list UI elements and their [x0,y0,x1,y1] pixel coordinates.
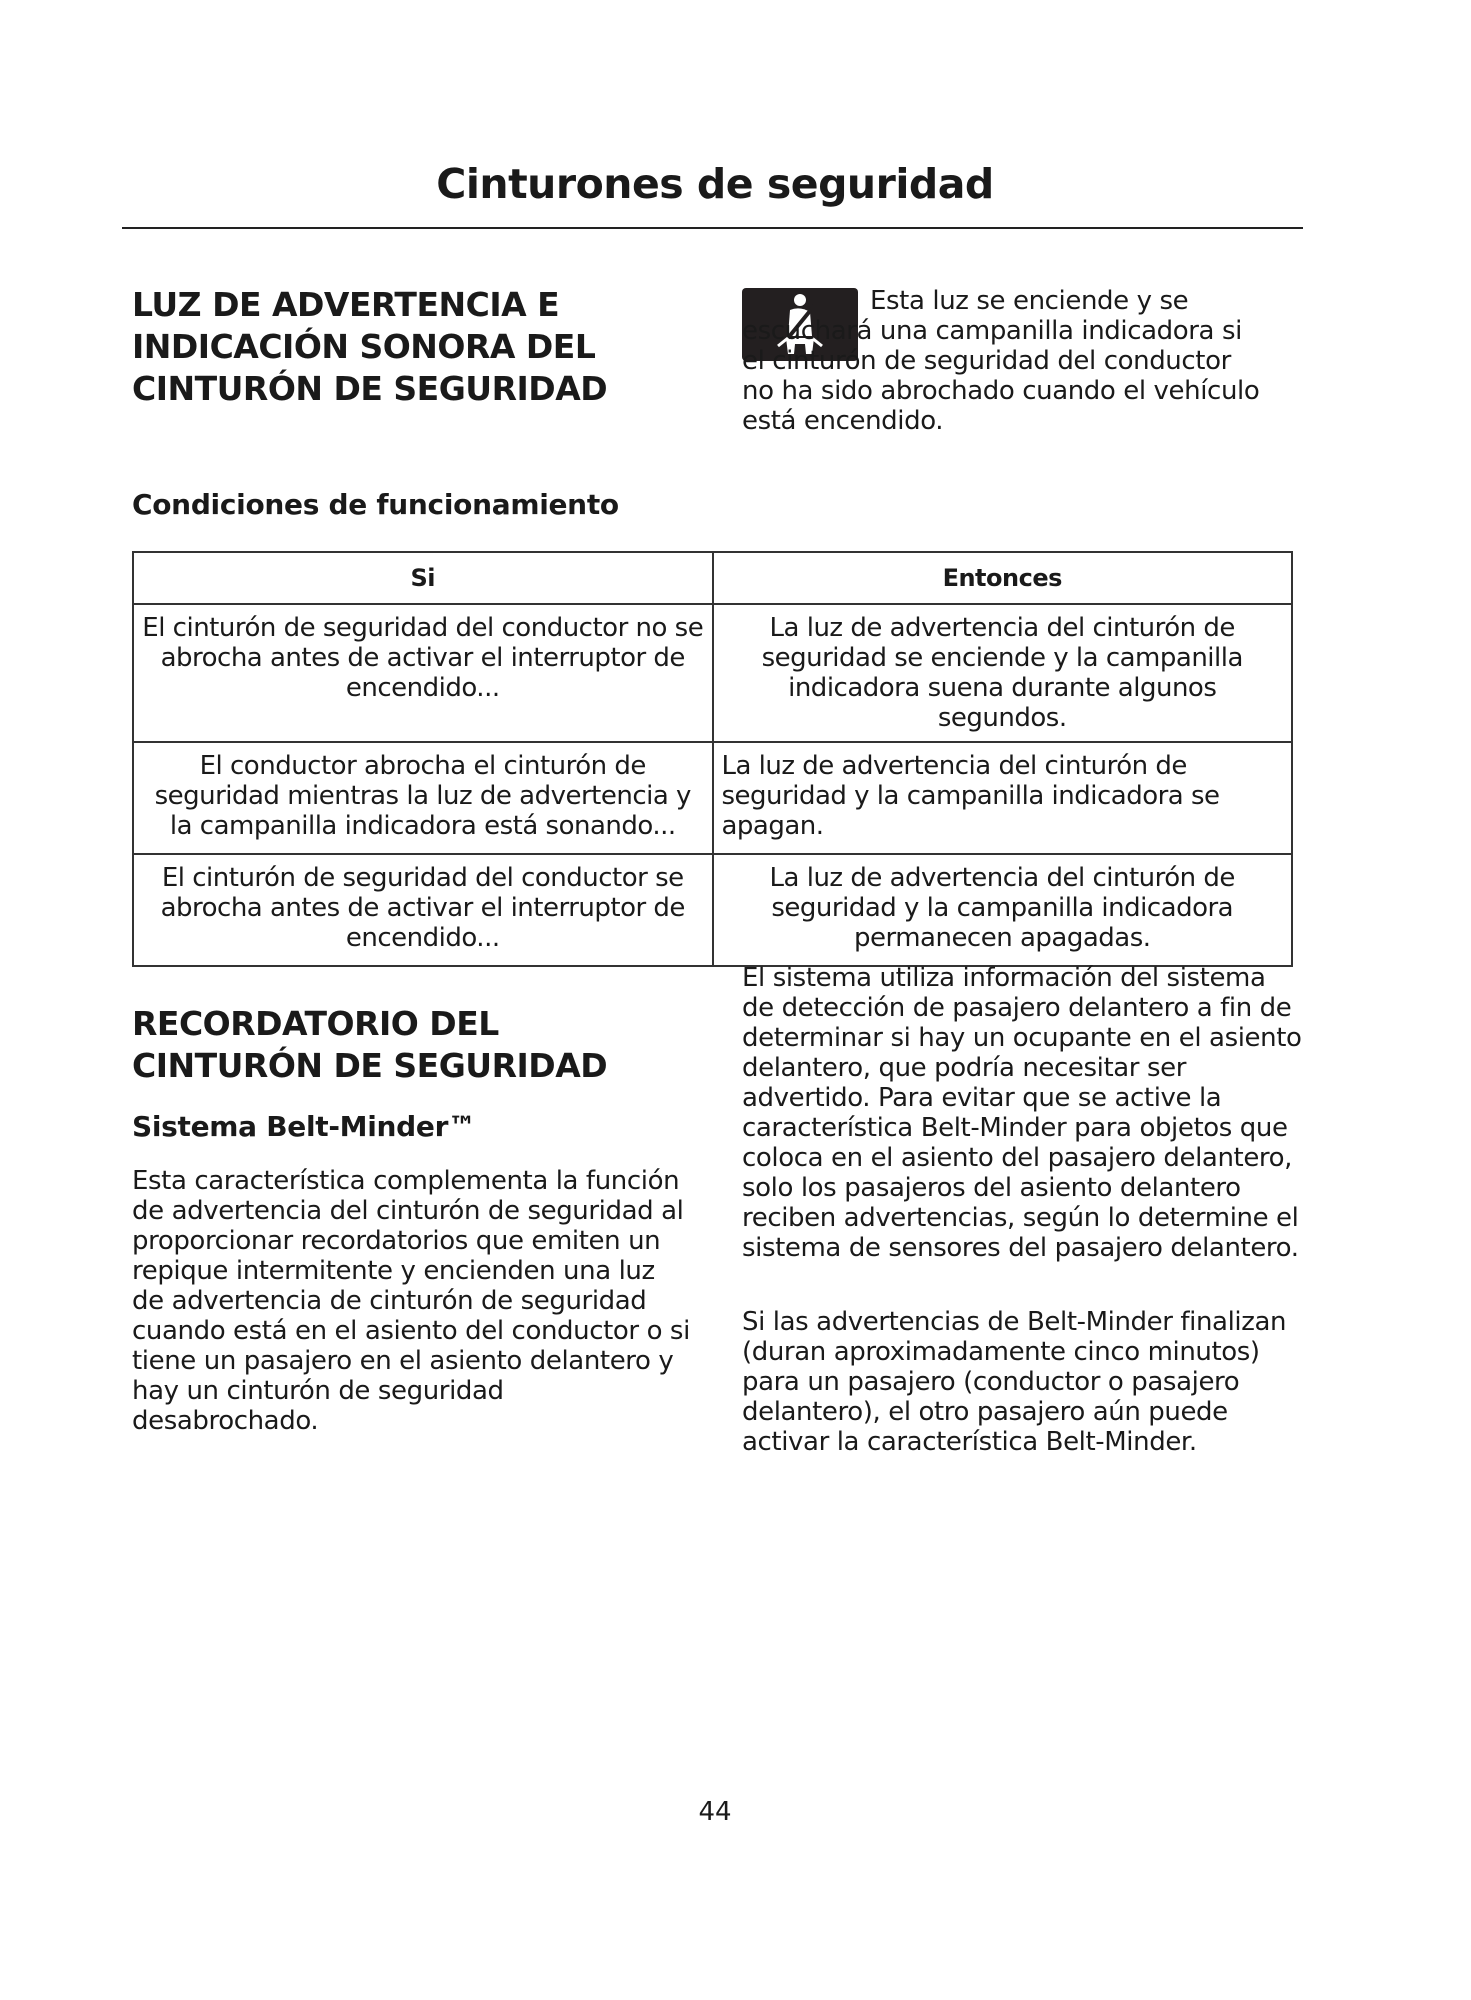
table-row [133,604,1292,742]
result-cell: La luz de advertencia del cinturón de seguridad y la campanilla indicadora permanecen apagadas. [713,854,1293,966]
result-cell: La luz de advertencia del cinturón de seguridad y la campanilla indicadora se apagan. [713,742,1293,854]
column-header-si: Si [133,552,713,604]
warning-light-description: Esta luz se enciende y se escuchará una campanilla indicadora si el cinturón de seguridad del conductor no ha sido abrochado cuando el vehículo está encendido. [742,286,1260,436]
section-heading-reminder: RECORDATORIO DEL CINTURÓN DE SEGURIDAD [132,1004,608,1085]
table-header-row [133,552,1292,604]
column-header-entonces: Entonces [713,552,1293,604]
belt-minder-paragraph-2: El sistema utiliza información del sistema de detección de pasajero delantero a fin de determinar si hay un ocupante en el asiento delantero, que podría necesitar ser advertido. Para evitar que se active la característica Belt-Minder para objetos que coloca en el asiento del pasajero delantero, solo los pasajeros del asiento delantero reciben advertencias, según lo determine el sistema de sensores del pasajero delantero. [742,963,1302,1263]
page-number: 44 [698,1797,732,1827]
result-cell: La luz de advertencia del cinturón de seguridad se enciende y la campanilla indicadora suena durante algunos segundos. [713,604,1293,742]
belt-minder-heading: Sistema Belt-Minder™ [132,1110,476,1143]
belt-minder-paragraph-3: Si las advertencias de Belt-Minder finalizan (duran aproximadamente cinco minutos) para un pasajero (conductor o pasajero delantero), el otro pasajero aún puede activar la característica Belt-Minder. [742,1307,1287,1457]
belt-minder-paragraph-1: Esta característica complementa la función de advertencia del cinturón de seguridad al proporcionar recordatorios que emiten un repique intermitente y encienden una luz de advertencia de cinturón de seguridad cuando está en el asiento del conductor o si tiene un pasajero en el asiento delantero y hay un cinturón de seguridad desabrochado. [132,1166,690,1436]
table-row [133,854,1292,966]
condition-cell: El conductor abrocha el cinturón de seguridad mientras la luz de advertencia y la campanilla indicadora está sonando... [133,742,713,854]
condition-cell: El cinturón de seguridad del conductor no se abrocha antes de activar el interruptor de encendido... [133,604,713,742]
condition-cell: El cinturón de seguridad del conductor se abrocha antes de activar el interruptor de encendido... [133,854,713,966]
page-title: Cinturones de seguridad [436,160,994,208]
operating-conditions-heading: Condiciones de funcionamiento [132,488,619,521]
conditions-table [132,551,1293,967]
table-row [133,742,1292,854]
section-heading-warning: LUZ DE ADVERTENCIA E INDICACIÓN SONORA DEL CINTURÓN DE SEGURIDAD [132,285,608,408]
header-divider [122,227,1303,229]
